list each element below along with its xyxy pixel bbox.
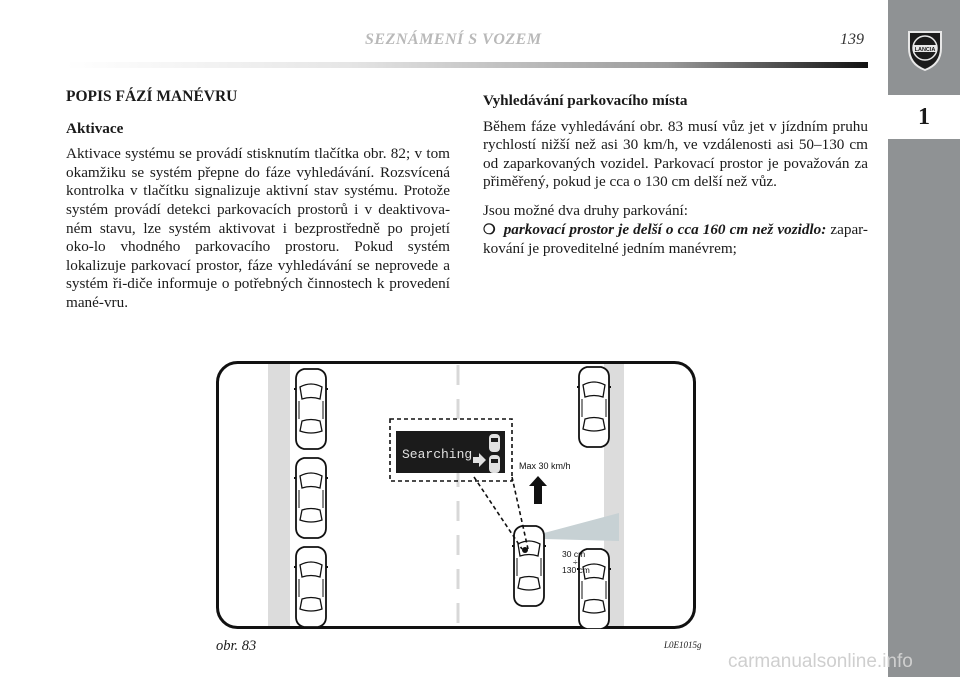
car-indicator-icon (489, 434, 500, 452)
header-rule (66, 62, 868, 68)
chapter-number: 1 (918, 103, 930, 130)
bullet-item (483, 221, 868, 259)
parked-car-left-3 (294, 547, 328, 627)
page-number: 139 (840, 31, 864, 48)
parked-car-left-1 (294, 369, 328, 449)
searching-car (512, 526, 546, 606)
distance-sep: ÷ (573, 557, 578, 567)
parked-car-right-1 (577, 367, 611, 447)
parked-car-left-2 (294, 458, 328, 538)
right-column (483, 92, 868, 259)
watermark: carmanualsonline.info (728, 651, 913, 672)
display-text: Searching (402, 447, 473, 462)
figure-caption: obr. 83 (216, 638, 257, 654)
left-column (66, 88, 450, 313)
chapter-tab[interactable] (888, 95, 960, 139)
lancia-logo-icon (905, 26, 945, 72)
logo-text: LANCIA (914, 47, 936, 53)
parked-car-right-2 (577, 549, 611, 629)
figure-code: L0E1015g (664, 640, 702, 650)
paragraph-druhy: Jsou možné dva druhy parkování: (483, 201, 688, 219)
paragraph-vyhledavani: Během fáze vyhledávání obr. 83 musí vůz jet v jízdním pruhu rychlostí nižší než asi 30 km/h, ve vzdálenosti asi 50–130 cm od zaparkovaných vozidel. Parkovací prostor je považován za přiměřený, pokud je cca o 130 cm delší než vůz. (483, 117, 868, 191)
subsection-title-aktivace: Aktivace (66, 119, 124, 137)
distance-max: 130 cm (562, 565, 590, 575)
header-title: SEZNÁMENÍ S VOZEM (365, 31, 542, 48)
parking-diagram (216, 361, 696, 629)
bullet-term: parkovací prostor je delší o cca 160 cm než vozidlo: (503, 220, 827, 238)
subsection-title-vyhledavani: Vyhledávání parkovacího místa (483, 92, 688, 109)
section-title: POPIS FÁZÍ MANÉVRU (66, 88, 238, 105)
speed-label: Max 30 km/h (519, 461, 571, 471)
bullet-text: zapar-kování je proveditelné jedním manévrem; (483, 220, 868, 258)
distance-min: 30 cm (562, 549, 586, 559)
bullet-mark-icon: ❍ (483, 222, 496, 238)
car-indicator-icon (489, 455, 500, 473)
paragraph-aktivace: Aktivace systému se provádí stisknutím tlačítka obr. 82; v tom okamžiku se systém přepne do fáze vyhledávání. Rozsvícená kontrolka v tlačítku signalizuje aktivní stav systému. Protože systém provádí detekci parkovacích prostorů i v deaktivova-ném stavu, lze systém aktivovat i bezprostředně po projetí oko-lo vhodného parkovacího prostoru. Pokud systém lokalizuje parkovací prostor, fáze vyhledávání se neprovede a systém ři-diče informuje o potřebných činnostech k provedení mané-vru. (66, 145, 450, 311)
